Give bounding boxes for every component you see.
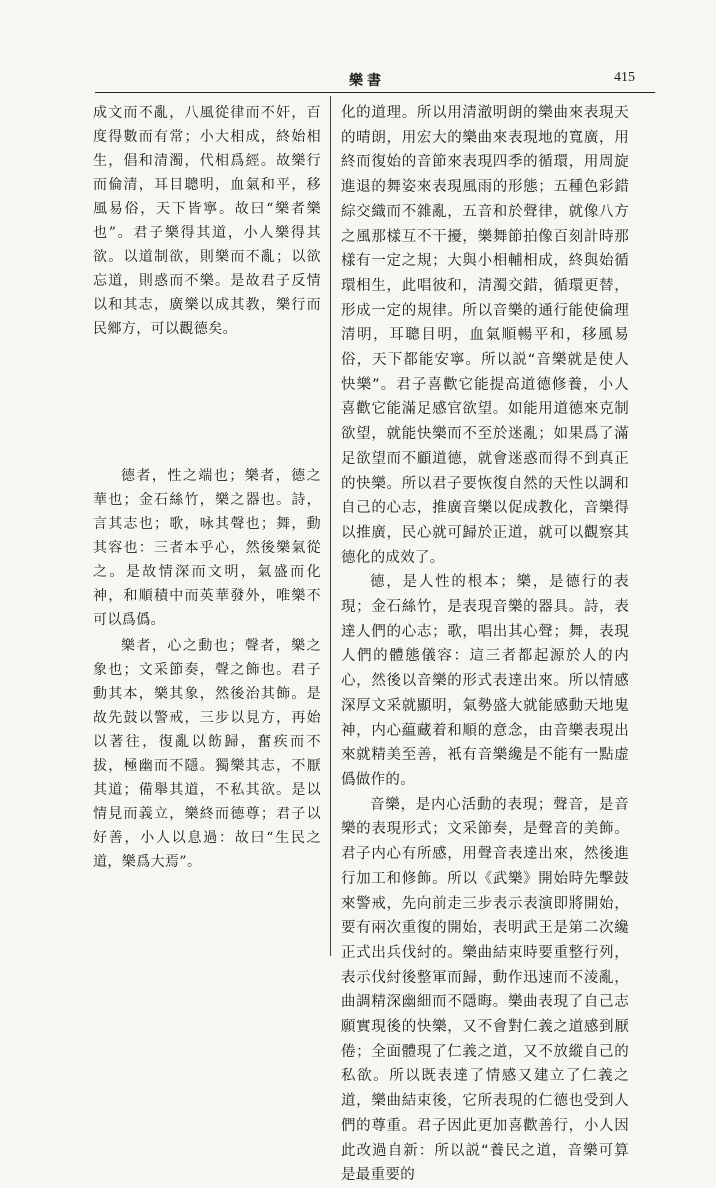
page-number: 415 [614, 70, 635, 85]
translation-paragraph: 德，是人性的根本；樂，是德行的表現；金石絲竹，是表現音樂的器具。詩，表達人們的心志；歌，唱出其心聲；舞，表現人們的體態儀容：這三者都起源於人的内心，然後以音樂的形式表達出來。所以情感深厚文采就顯明，氣勢盛大就能感動天地鬼神，内心藴藏着和順的意念，由音樂表現出來就精美至善，衹有音樂纔是不能有一點虚僞做作的。 [341, 574, 629, 788]
column-divider [330, 96, 331, 956]
original-text-block-3 [93, 634, 321, 874]
running-title: 樂書 [349, 73, 385, 89]
translation-column [341, 101, 629, 1188]
original-text-block-1 [93, 101, 321, 341]
original-paragraph: 成文而不亂，八風從律而不奸，百度得數而有常；小大相成，終始相生，倡和清濁，代相爲經。故樂行而倫清，耳目聰明，血氣和平，移風易俗，天下皆寧。故曰“樂者樂也”。君子樂得其道，小人樂得其欲。以道制欲，則樂而不亂；以欲忘道，則惑而不樂。是故君子反情以和其志，廣樂以成其教，樂行而民鄉方，可以觀德矣。 [93, 105, 321, 337]
translation-paragraph: 化的道理。所以用清澈明朗的樂曲來表現天的晴朗，用宏大的樂曲來表現地的寬廣，用終而復始的音節來表現四季的循環，用周旋進退的舞姿來表現風雨的形態；五種色彩錯綜交織而不雜亂，五音和於聲律，就像八方之風那樣互不干擾，樂舞節拍像百刻計時那樣有一定之規；大與小相輔相成，終與始循環相生，此唱彼和，清濁交錯，循環更替，形成一定的規律。所以音樂的通行能使倫理清明，耳聰目明，血氣順暢平和，移風易俗，天下都能安寧。所以説“音樂就是使人快樂”。君子喜歡它能提高道德修養，小人喜歡它能滿足感官欲望。如能用道德來克制欲望，就能快樂而不至於迷亂；如果爲了滿足欲望而不顧道德，就會迷惑而得不到真正的快樂。所以君子要恢復自然的天性以調和自己的心志，推廣音樂以促成教化，音樂得以推廣，民心就可歸於正道，就可以觀察其德化的成效了。 [341, 105, 629, 566]
original-paragraph: 德者，性之端也；樂者，德之華也；金石絲竹，樂之器也。詩，言其志也；歌，咏其聲也；舞，動其容也：三者本乎心，然後樂氣從之。是故情深而文明，氣盛而化神，和順積中而英華發外，唯樂不可以爲僞。 [93, 468, 321, 628]
original-paragraph: 樂者，心之動也；聲者，樂之象也；文采節奏，聲之飾也。君子動其本，樂其象，然後治其飾。是故先鼓以警戒，三步以見方，再始以著往，復亂以飭歸，奮疾而不拔，極幽而不隱。獨樂其志，不厭其道；備舉其道，不私其欲。是以情見而義立，樂終而德尊；君子以好善，小人以息過：故曰“生民之道，樂爲大焉”。 [93, 638, 321, 870]
translation-paragraph: 音樂，是内心活動的表現；聲音，是音樂的表現形式；文采節奏，是聲音的美飾。君子内心有所感，用聲音表達出來，然後進行加工和修飾。所以《武樂》開始時先擊鼓來警戒，先向前走三步表示表演即將開始，要有兩次重復的開始，表明武王是第二次纔正式出兵伐紂的。樂曲結束時要重整行列，表示伐紂後整軍而歸，動作迅速而不淩亂，曲調精深幽細而不隱晦。樂曲表現了自己志願實現後的快樂，又不會對仁義之道感到厭倦；全面體現了仁義之道，又不放縱自己的私欲。所以既表達了情感又建立了仁義之道，樂曲結束後，它所表現的仁德也受到人們的尊重。君子因此更加喜歡善行，小人因此改過自新：所以説“養民之道，音樂可算是最重要的 [341, 796, 629, 1184]
header-rule [95, 92, 655, 93]
page-header [95, 64, 655, 90]
original-text-block-2 [93, 464, 321, 632]
